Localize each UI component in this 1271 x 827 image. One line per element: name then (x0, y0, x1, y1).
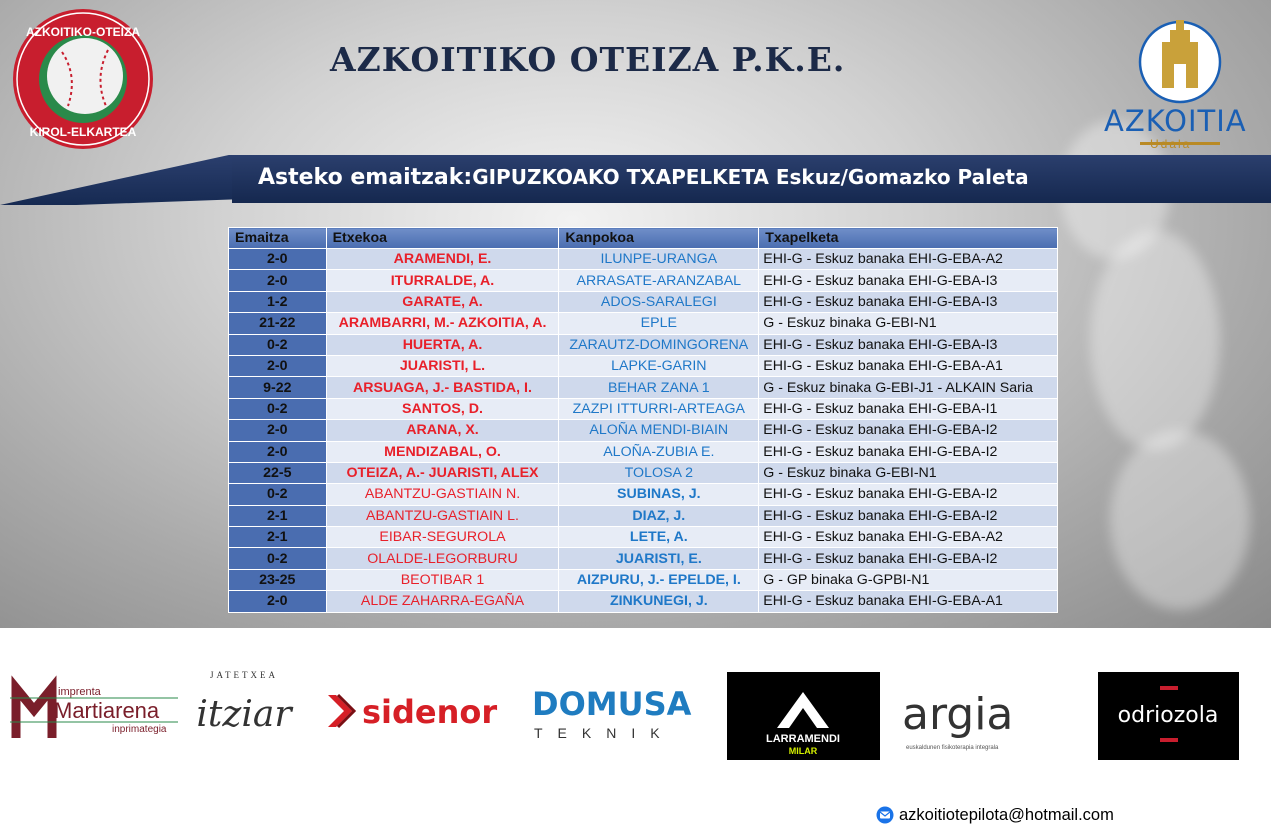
table-row (229, 441, 1058, 462)
banner-label: Asteko emaitzak: (258, 165, 473, 190)
result-score: 22-5 (229, 462, 327, 483)
contact-email[interactable]: azkoitiotepilota@hotmail.com (899, 805, 1114, 824)
result-score: 21-22 (229, 313, 327, 334)
player-silhouette (1110, 430, 1250, 610)
competition-name: EHI-G - Eskuz banaka EHI-G-EBA-A1 (759, 355, 1058, 376)
competition-name: EHI-G - Eskuz banaka EHI-G-EBA-I1 (759, 398, 1058, 419)
home-team: ARAMBARRI, M.- AZKOITIA, A. (326, 313, 559, 334)
argia-sub: euskaldunen fisikoterapia integrala (906, 745, 999, 751)
away-team: LAPKE-GARIN (559, 355, 759, 376)
martiarena-small: imprenta (58, 686, 101, 698)
table-row (229, 462, 1058, 483)
table-row (229, 249, 1058, 270)
competition-name: EHI-G - Eskuz banaka EHI-G-EBA-I2 (759, 420, 1058, 441)
sponsor-martiarena-logo (8, 670, 183, 745)
result-score: 0-2 (229, 334, 327, 355)
table-row (229, 505, 1058, 526)
club-logo (12, 8, 154, 150)
table-row (229, 548, 1058, 569)
larramendi-name: LARRAMENDI (766, 733, 840, 745)
banner-title (258, 165, 1029, 190)
table-row (229, 484, 1058, 505)
result-score: 2-0 (229, 249, 327, 270)
itziar-name: itziar (196, 694, 292, 735)
column-header-home: Etxekoa (326, 228, 559, 249)
away-team: SUBINAS, J. (559, 484, 759, 505)
sponsor-argia-logo (902, 685, 1052, 760)
away-team: ILUNPE-URANGA (559, 249, 759, 270)
table-header-row (229, 228, 1058, 249)
table-row (229, 291, 1058, 312)
itziar-top: JATETXEA (210, 670, 278, 680)
svg-text:KIROL-ELKARTEA: KIROL-ELKARTEA (29, 125, 137, 139)
result-score: 0-2 (229, 548, 327, 569)
competition-name: EHI-G - Eskuz banaka EHI-G-EBA-I3 (759, 334, 1058, 355)
home-team: ARANA, X. (326, 420, 559, 441)
result-score: 2-1 (229, 527, 327, 548)
sidenor-name: sidenor (362, 693, 498, 731)
table-row (229, 420, 1058, 441)
table-row (229, 270, 1058, 291)
away-team: BEHAR ZANA 1 (559, 377, 759, 398)
column-header-score: Emaitza (229, 228, 327, 249)
away-team: ARRASATE-ARANZABAL (559, 270, 759, 291)
home-team: ARSUAGA, J.- BASTIDA, I. (326, 377, 559, 398)
sponsor-sidenor-logo (322, 685, 502, 735)
home-team: ABANTZU-GASTIAIN L. (326, 505, 559, 526)
home-team: OTEIZA, A.- JUARISTI, ALEX (326, 462, 559, 483)
competition-name: EHI-G - Eskuz banaka EHI-G-EBA-A2 (759, 249, 1058, 270)
result-score: 2-0 (229, 591, 327, 612)
competition-name: EHI-G - Eskuz banaka EHI-G-EBA-A2 (759, 527, 1058, 548)
table-row (229, 334, 1058, 355)
town-subtitle: Udala (1150, 137, 1192, 151)
home-team: GARATE, A. (326, 291, 559, 312)
away-team: ZINKUNEGI, J. (559, 591, 759, 612)
sponsor-odriozola-logo (1098, 672, 1239, 760)
away-team: ZARAUTZ-DOMINGORENA (559, 334, 759, 355)
away-team: ADOS-SARALEGI (559, 291, 759, 312)
result-score: 2-0 (229, 355, 327, 376)
table-row (229, 377, 1058, 398)
competition-name: EHI-G - Eskuz banaka EHI-G-EBA-I3 (759, 270, 1058, 291)
home-team: JUARISTI, L. (326, 355, 559, 376)
away-team: ZAZPI ITTURRI-ARTEAGA (559, 398, 759, 419)
result-score: 2-1 (229, 505, 327, 526)
away-team: AIZPURU, J.- EPELDE, I. (559, 569, 759, 590)
result-score: 23-25 (229, 569, 327, 590)
result-score: 9-22 (229, 377, 327, 398)
club-title: AZKOITIKO OTEIZA P.K.E. (330, 40, 846, 79)
table-row (229, 569, 1058, 590)
sponsor-larramendi-logo (727, 672, 880, 760)
table-row (229, 355, 1058, 376)
competition-name: G - Eskuz binaka G-EBI-J1 - ALKAIN Saria (759, 377, 1058, 398)
away-team: ALOÑA-ZUBIA E. (559, 441, 759, 462)
contact-email-row[interactable] (876, 804, 1114, 826)
competition-name: G - Eskuz binaka G-EBI-N1 (759, 462, 1058, 483)
competition-name: EHI-G - Eskuz banaka EHI-G-EBA-I2 (759, 441, 1058, 462)
result-score: 1-2 (229, 291, 327, 312)
competition-name: EHI-G - Eskuz banaka EHI-G-EBA-I2 (759, 484, 1058, 505)
argia-name: argia (902, 689, 1014, 740)
martiarena-sub: inprimategia (112, 724, 167, 735)
result-score: 2-0 (229, 420, 327, 441)
away-team: JUARISTI, E. (559, 548, 759, 569)
odriozola-name: odriozola (1117, 703, 1219, 728)
table-row (229, 527, 1058, 548)
away-team: DIAZ, J. (559, 505, 759, 526)
player-silhouette (1090, 230, 1220, 450)
home-team: ALDE ZAHARRA-EGAÑA (326, 591, 559, 612)
home-team: OLALDE-LEGORBURU (326, 548, 559, 569)
email-icon (876, 806, 894, 824)
home-team: HUERTA, A. (326, 334, 559, 355)
competition-name: EHI-G - Eskuz banaka EHI-G-EBA-I2 (759, 548, 1058, 569)
away-team: EPLE (559, 313, 759, 334)
sponsor-domusa-logo (530, 683, 700, 743)
svg-text:AZKOITIKO-OTEIZA: AZKOITIKO-OTEIZA (26, 25, 140, 39)
home-team: EIBAR-SEGUROLA (326, 527, 559, 548)
result-score: 0-2 (229, 398, 327, 419)
result-score: 2-0 (229, 441, 327, 462)
domusa-sub: TEKNIK (534, 725, 675, 741)
result-score: 0-2 (229, 484, 327, 505)
results-table (228, 227, 1058, 613)
home-team: ABANTZU-GASTIAIN N. (326, 484, 559, 505)
away-team: TOLOSA 2 (559, 462, 759, 483)
away-team: LETE, A. (559, 527, 759, 548)
town-name: AZKOITIA (1104, 104, 1247, 138)
table-row (229, 313, 1058, 334)
sponsor-itziar-logo (192, 668, 297, 758)
home-team: SANTOS, D. (326, 398, 559, 419)
banner-competition: GIPUZKOAKO TXAPELKETA Eskuz/Gomazko Paleta (472, 165, 1029, 189)
home-team: MENDIZABAL, O. (326, 441, 559, 462)
home-team: BEOTIBAR 1 (326, 569, 559, 590)
competition-name: G - Eskuz binaka G-EBI-N1 (759, 313, 1058, 334)
competition-name: EHI-G - Eskuz banaka EHI-G-EBA-A1 (759, 591, 1058, 612)
competition-name: EHI-G - Eskuz banaka EHI-G-EBA-I3 (759, 291, 1058, 312)
away-team: ALOÑA MENDI-BIAIN (559, 420, 759, 441)
home-team: ITURRALDE, A. (326, 270, 559, 291)
martiarena-name: Martiarena (54, 698, 160, 723)
domusa-name: DOMUSA (532, 685, 692, 723)
table-row (229, 591, 1058, 612)
larramendi-sub: MILAR (788, 746, 818, 756)
competition-name: G - GP binaka G-GPBI-N1 (759, 569, 1058, 590)
table-row (229, 398, 1058, 419)
column-header-away: Kanpokoa (559, 228, 759, 249)
column-header-league: Txapelketa (759, 228, 1058, 249)
competition-name: EHI-G - Eskuz banaka EHI-G-EBA-I2 (759, 505, 1058, 526)
result-score: 2-0 (229, 270, 327, 291)
home-team: ARAMENDI, E. (326, 249, 559, 270)
